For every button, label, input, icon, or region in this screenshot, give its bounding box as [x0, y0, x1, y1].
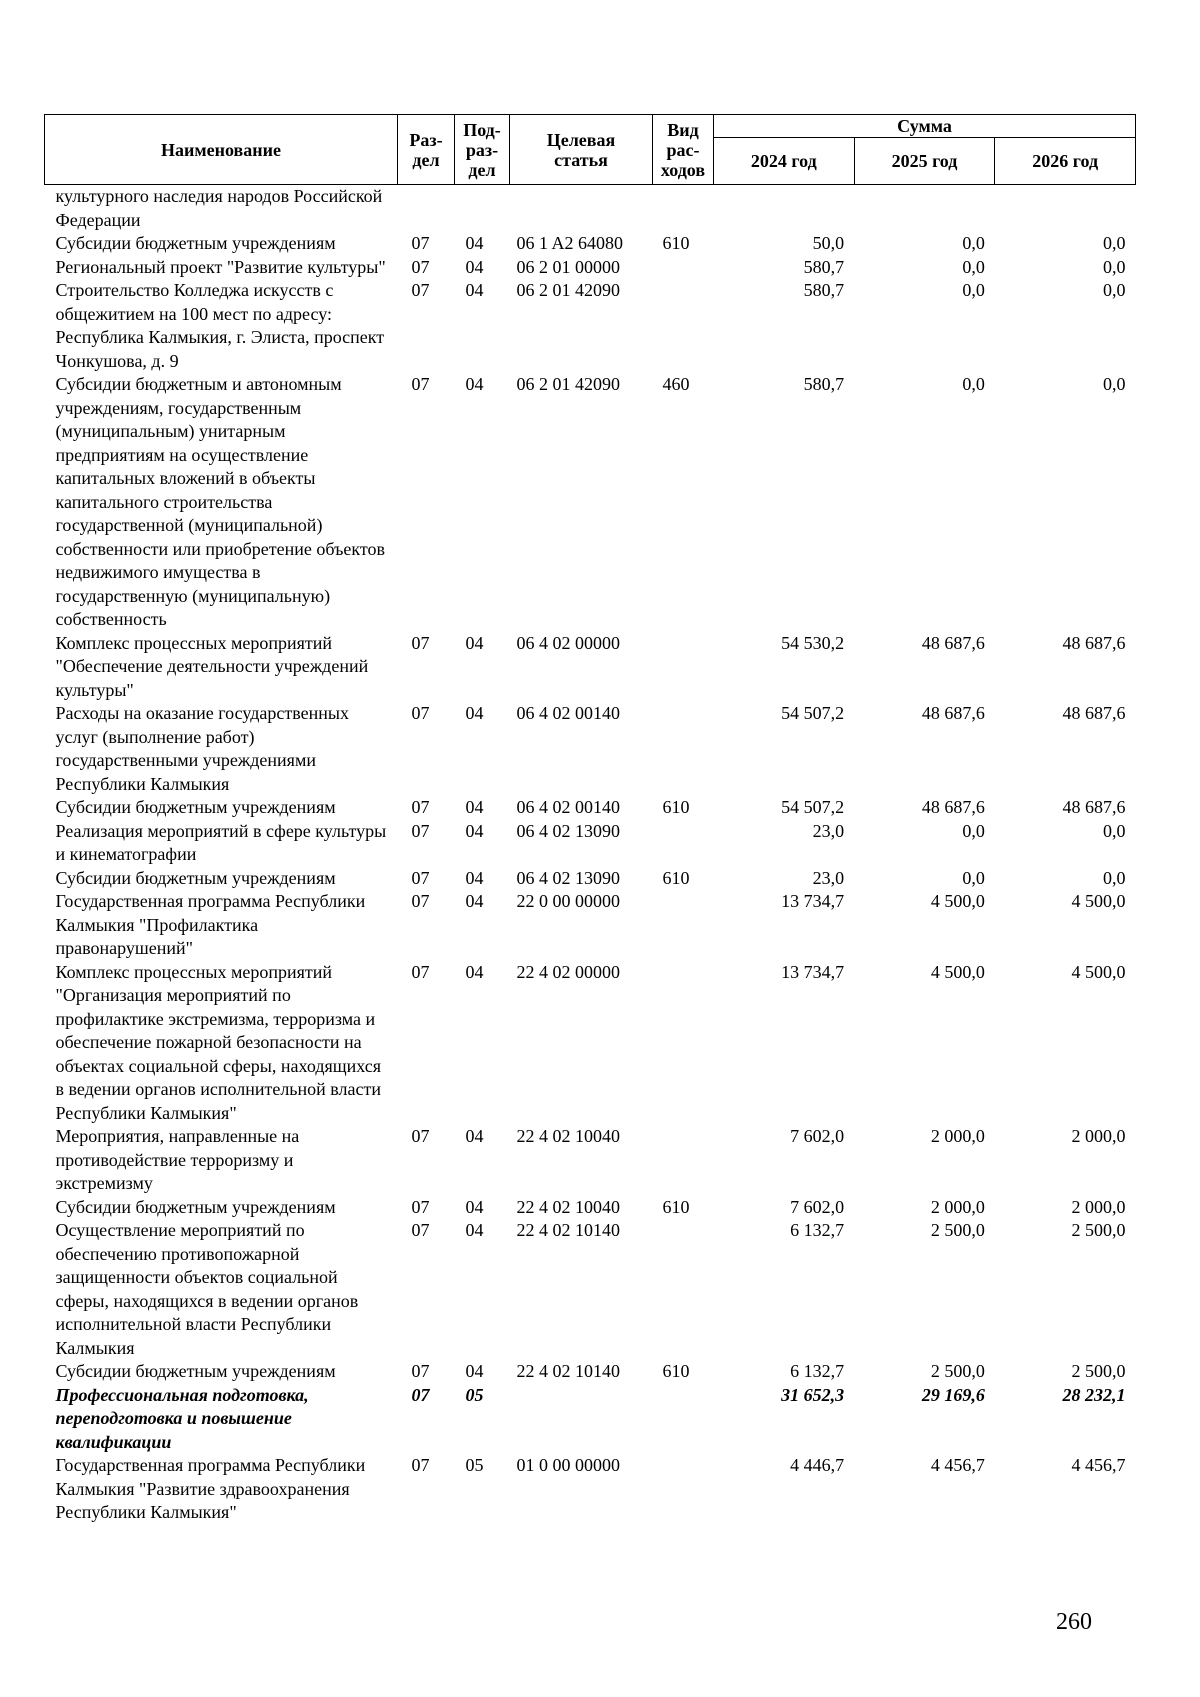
sum-2025-cell: 2 000,0 — [930, 1126, 985, 1146]
sum-2026-cell: 48 687,6 — [1062, 797, 1126, 817]
vid-cell — [653, 1219, 714, 1360]
target-cell: 06 4 02 00140 — [516, 703, 620, 723]
name-cell: Субсидии бюджетным и автономным учреждениям, государственным (муниципальным) унитарным предприятиям на осуществление капитальных вложений в объекты капитального строительства государственной (муниципальной) собственности или приобретение объектов недвижимого имущества в государственную (муниципальную) собственность — [55, 374, 386, 629]
header-2026 — [995, 138, 1136, 185]
header-2026-label: 2026 год — [1032, 151, 1099, 171]
razdel-cell: 07 — [411, 961, 430, 982]
table-header — [45, 115, 1136, 185]
name-cell: Комплекс процессных мероприятий "Организация мероприятий по профилактике экстремизма, терроризма и обеспечение пожарной безопасности на объектах социальной сферы, находящихся в ведении органов исполнительной власти Республики Калмыкия" — [55, 961, 382, 1123]
header-podrazdel — [455, 115, 510, 185]
sum-2026-cell — [995, 185, 1136, 233]
razdel-cell: 07 — [411, 1196, 430, 1217]
sum-2026-cell: 0,0 — [1103, 256, 1126, 277]
name-cell: Субсидии бюджетным учреждениям — [55, 867, 336, 888]
sum-2024-cell: 6 132,7 — [790, 1220, 845, 1240]
name-cell: Субсидии бюджетным учреждениям — [55, 1361, 336, 1381]
podrazdel-cell: 04 — [465, 1361, 484, 1381]
target-cell: 22 4 02 00000 — [516, 961, 620, 982]
table-row — [45, 1360, 1136, 1384]
podrazdel-cell: 04 — [465, 280, 484, 300]
sum-2025-cell: 4 456,7 — [930, 1455, 985, 1475]
table-row — [45, 890, 1136, 961]
razdel-cell: 07 — [411, 632, 430, 653]
target-cell — [510, 1384, 653, 1455]
podrazdel-cell: 04 — [465, 820, 484, 841]
header-2025-label: 2025 год — [891, 151, 958, 171]
vid-cell: 610 — [662, 1361, 690, 1381]
sum-2025-cell: 0,0 — [962, 374, 985, 394]
name-cell: Субсидии бюджетным учреждениям — [55, 233, 336, 253]
sum-2024-cell: 580,7 — [803, 280, 845, 300]
razdel-cell: 07 — [411, 233, 430, 253]
vid-cell — [653, 702, 714, 796]
table-row — [45, 373, 1136, 632]
header-sum-label: Сумма — [897, 116, 952, 136]
header-sum — [714, 115, 1136, 138]
sum-2025-cell: 4 500,0 — [930, 891, 985, 911]
sum-2025-cell: 48 687,6 — [921, 632, 985, 653]
sum-2026-cell: 2 000,0 — [1071, 1196, 1126, 1217]
podrazdel-cell: 04 — [465, 632, 484, 653]
name-cell: Осуществление мероприятий по обеспечению противопожарной защищенности объектов социальной сферы, находящихся в ведении органов исполнительной власти Республики Калмыкия — [55, 1220, 359, 1358]
header-target — [510, 115, 653, 185]
vid-cell: 610 — [662, 233, 690, 253]
table-row — [45, 1125, 1136, 1196]
sum-2025-cell: 2 500,0 — [930, 1220, 985, 1240]
podrazdel-cell: 05 — [465, 1384, 484, 1405]
header-vid — [653, 115, 714, 185]
budget-table — [44, 114, 1136, 1525]
razdel-cell: 07 — [411, 1361, 430, 1381]
target-cell: 22 0 00 00000 — [516, 891, 620, 911]
name-cell: Субсидии бюджетным учреждениям — [55, 1196, 336, 1217]
vid-cell — [653, 256, 714, 280]
name-cell: Строительство Колледжа искусств с общежитием на 100 мест по адресу: Республика Калмыкия, г. Элиста, проспект Чонкушова, д. 9 — [55, 280, 385, 371]
sum-2026-cell: 2 500,0 — [1071, 1361, 1126, 1381]
sum-2025-cell — [854, 185, 995, 233]
razdel-cell: 07 — [411, 1384, 430, 1405]
podrazdel-cell: 04 — [465, 961, 484, 982]
razdel-cell: 07 — [411, 703, 430, 723]
podrazdel-cell: 04 — [465, 1126, 484, 1146]
sum-2025-cell: 0,0 — [962, 867, 985, 888]
sum-2024-cell: 580,7 — [803, 374, 845, 394]
razdel-cell: 07 — [411, 867, 430, 888]
razdel-cell — [398, 185, 455, 233]
vid-cell: 610 — [662, 1196, 690, 1217]
podrazdel-cell — [455, 185, 510, 233]
name-cell: Расходы на оказание государственных услуг (выполнение работ) государственными учреждениями Республики Калмыкия — [55, 703, 349, 794]
name-cell: Мероприятия, направленные на противодействие терроризму и экстремизму — [55, 1126, 300, 1193]
header-2024 — [714, 138, 855, 185]
table-row — [45, 232, 1136, 256]
vid-cell — [653, 1454, 714, 1525]
sum-2025-cell: 4 500,0 — [930, 961, 985, 982]
sum-2025-cell: 48 687,6 — [921, 703, 985, 723]
podrazdel-cell: 04 — [465, 1220, 484, 1240]
vid-cell — [653, 1125, 714, 1196]
name-cell: Реализация мероприятий в сфере культуры и кинематографии — [55, 820, 387, 864]
sum-2024-cell: 7 602,0 — [790, 1196, 845, 1217]
sum-2026-cell: 48 687,6 — [1062, 703, 1126, 723]
sum-2025-cell: 29 169,6 — [921, 1384, 985, 1405]
target-cell: 06 2 01 00000 — [516, 256, 620, 277]
vid-cell: 460 — [662, 374, 690, 394]
vid-cell — [653, 890, 714, 961]
podrazdel-cell: 04 — [465, 233, 484, 253]
table-body — [45, 185, 1136, 1525]
vid-cell — [653, 185, 714, 233]
table-row — [45, 1219, 1136, 1360]
sum-2026-cell: 0,0 — [1103, 374, 1126, 394]
sum-2026-cell: 4 500,0 — [1071, 961, 1126, 982]
target-cell: 22 4 02 10040 — [516, 1126, 620, 1146]
page-number: 260 — [1056, 1609, 1092, 1635]
header-podrazdel-label: Под- раз- дел — [463, 119, 501, 180]
sum-2024-cell: 13 734,7 — [781, 891, 845, 911]
table-row — [45, 1454, 1136, 1525]
name-cell: культурного наследия народов Российской Федерации — [55, 186, 383, 230]
sum-2024-cell: 23,0 — [812, 820, 845, 841]
vid-cell — [653, 279, 714, 373]
vid-cell — [653, 820, 714, 867]
sum-2026-cell: 0,0 — [1103, 280, 1126, 300]
table-row — [45, 632, 1136, 703]
razdel-cell: 07 — [411, 374, 430, 394]
podrazdel-cell: 04 — [465, 797, 484, 817]
target-cell: 06 4 02 13090 — [516, 820, 620, 841]
sum-2024-cell: 50,0 — [812, 233, 845, 253]
vid-cell — [653, 961, 714, 1126]
table-row — [45, 961, 1136, 1126]
razdel-cell: 07 — [411, 280, 430, 300]
target-cell: 06 4 02 00000 — [516, 632, 620, 653]
target-cell: 01 0 00 00000 — [516, 1455, 620, 1475]
name-cell: Государственная программа Республики Калмыкия "Развитие здравоохранения Республики Калмыкия" — [55, 1455, 366, 1522]
header-name-label: Наименование — [161, 139, 281, 160]
podrazdel-cell: 04 — [465, 703, 484, 723]
section-row — [45, 1384, 1136, 1455]
vid-cell — [653, 1384, 714, 1455]
podrazdel-cell: 04 — [465, 256, 484, 277]
sum-2026-cell: 0,0 — [1103, 867, 1126, 888]
table-row — [45, 185, 1136, 233]
name-cell: Государственная программа Республики Калмыкия "Профилактика правонарушений" — [55, 891, 366, 958]
razdel-cell: 07 — [411, 797, 430, 817]
name-cell: Комплекс процессных мероприятий "Обеспечение деятельности учреждений культуры" — [55, 632, 369, 700]
podrazdel-cell: 04 — [465, 374, 484, 394]
razdel-cell: 07 — [411, 256, 430, 277]
sum-2026-cell: 0,0 — [1103, 820, 1126, 841]
table-row — [45, 867, 1136, 891]
sum-2026-cell: 2 000,0 — [1071, 1126, 1126, 1146]
sum-2024-cell: 23,0 — [812, 867, 845, 888]
razdel-cell: 07 — [411, 820, 430, 841]
header-razdel-label: Раз- дел — [409, 129, 443, 170]
sum-2026-cell: 2 500,0 — [1071, 1220, 1126, 1240]
target-cell: 06 2 01 42090 — [516, 280, 620, 300]
sum-2024-cell — [714, 185, 855, 233]
target-cell: 22 4 02 10140 — [516, 1220, 620, 1240]
sum-2024-cell: 54 507,2 — [781, 797, 845, 817]
table-row — [45, 256, 1136, 280]
table-row — [45, 279, 1136, 373]
sum-2026-cell: 28 232,1 — [1062, 1384, 1126, 1405]
sum-2024-cell: 54 507,2 — [781, 703, 845, 723]
target-cell: 06 1 A2 64080 — [516, 233, 624, 253]
header-vid-label: Вид рас- ходов — [660, 119, 706, 180]
header-target-label: Целевая статья — [546, 129, 616, 170]
name-cell: Региональный проект "Развитие культуры" — [55, 256, 386, 277]
sum-2024-cell: 54 530,2 — [781, 632, 845, 653]
name-cell: Субсидии бюджетным учреждениям — [55, 797, 336, 817]
sum-2024-cell: 13 734,7 — [781, 961, 845, 982]
vid-cell: 610 — [662, 867, 690, 888]
podrazdel-cell: 04 — [465, 867, 484, 888]
header-2025 — [854, 138, 995, 185]
razdel-cell: 07 — [411, 891, 430, 911]
sum-2025-cell: 2 500,0 — [930, 1361, 985, 1381]
table-row — [45, 796, 1136, 820]
table-row — [45, 702, 1136, 796]
vid-cell: 610 — [662, 797, 690, 817]
target-cell: 22 4 02 10040 — [516, 1196, 620, 1217]
vid-cell — [653, 632, 714, 703]
header-2024-label: 2024 год — [750, 151, 817, 171]
podrazdel-cell: 04 — [465, 891, 484, 911]
sum-2024-cell: 4 446,7 — [790, 1455, 845, 1475]
podrazdel-cell: 04 — [465, 1196, 484, 1217]
sum-2025-cell: 0,0 — [962, 233, 985, 253]
target-cell: 22 4 02 10140 — [516, 1361, 620, 1381]
target-cell — [510, 185, 653, 233]
razdel-cell: 07 — [411, 1220, 430, 1240]
razdel-cell: 07 — [411, 1455, 430, 1475]
target-cell: 06 4 02 00140 — [516, 797, 620, 817]
sum-2025-cell: 0,0 — [962, 280, 985, 300]
sum-2026-cell: 4 456,7 — [1071, 1455, 1126, 1475]
sum-2024-cell: 31 652,3 — [781, 1384, 845, 1405]
sum-2025-cell: 0,0 — [962, 256, 985, 277]
header-name — [45, 115, 398, 185]
header-razdel — [398, 115, 455, 185]
table-row — [45, 1196, 1136, 1220]
sum-2024-cell: 580,7 — [803, 256, 845, 277]
name-cell: Профессиональная подготовка, переподготовка и повышение квалификации — [55, 1384, 309, 1452]
sum-2026-cell: 0,0 — [1103, 233, 1126, 253]
target-cell: 06 2 01 42090 — [516, 374, 620, 394]
razdel-cell: 07 — [411, 1126, 430, 1146]
podrazdel-cell: 05 — [465, 1455, 484, 1475]
sum-2025-cell: 48 687,6 — [921, 797, 985, 817]
sum-2024-cell: 7 602,0 — [790, 1126, 845, 1146]
sum-2025-cell: 2 000,0 — [930, 1196, 985, 1217]
target-cell: 06 4 02 13090 — [516, 867, 620, 888]
sum-2024-cell: 6 132,7 — [790, 1361, 845, 1381]
table-row — [45, 820, 1136, 867]
sum-2026-cell: 48 687,6 — [1062, 632, 1126, 653]
sum-2025-cell: 0,0 — [962, 820, 985, 841]
sum-2026-cell: 4 500,0 — [1071, 891, 1126, 911]
